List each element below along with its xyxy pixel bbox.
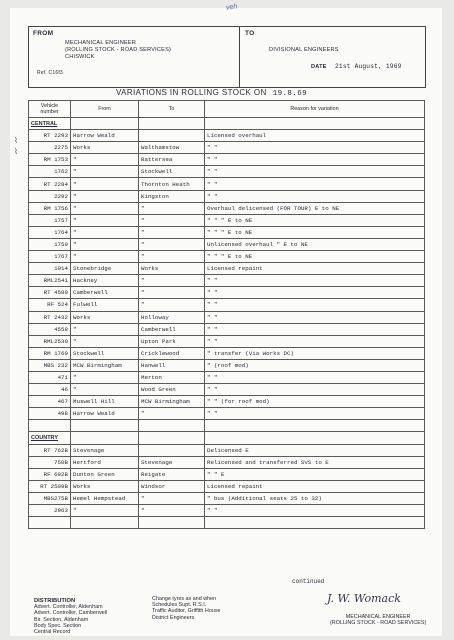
from-cell: "	[71, 505, 139, 517]
from-cell: Camberwell	[71, 287, 139, 299]
vehicle-cell: 750B	[29, 456, 71, 468]
reason-cell	[205, 432, 425, 444]
reason-cell: " " " E to NE	[205, 214, 425, 226]
signature: J. W. Womack	[327, 592, 401, 605]
to-cell	[139, 420, 205, 432]
to-label: TO	[245, 30, 255, 37]
to-cell: Camberwell	[139, 323, 205, 335]
table-row	[29, 166, 425, 178]
from-cell: Stockwell	[71, 347, 139, 359]
vehicle-cell: 1762	[29, 166, 71, 178]
to-cell: "	[139, 492, 205, 504]
to-cell: "	[139, 251, 205, 263]
from-cell: "	[71, 166, 139, 178]
reason-cell: " "	[205, 178, 425, 190]
vehicle-cell: RT 2293	[29, 130, 71, 142]
table-row	[29, 517, 425, 529]
to-cell: Stevenage	[139, 456, 205, 468]
from-cell	[71, 420, 139, 432]
to-cell: "	[139, 299, 205, 311]
vehicle-cell: RML2541	[29, 275, 71, 287]
vehicle-cell: 4558	[29, 323, 71, 335]
vehicle-cell: RML2530	[29, 335, 71, 347]
from-line-1: MECHANICAL ENGINEER	[65, 40, 137, 46]
from-cell: "	[71, 384, 139, 396]
date-value: 21st August, 1969	[335, 63, 402, 70]
vehicle-cell: COUNTRY	[29, 432, 71, 444]
to-cell: Battersea	[139, 154, 205, 166]
vehicle-cell: RM 1753	[29, 154, 71, 166]
column-header-vehicle: Vehicle number	[29, 101, 71, 118]
from-cell: "	[71, 202, 139, 214]
to-cell	[139, 130, 205, 142]
table-row	[29, 420, 425, 432]
to-cell: Windsor	[139, 480, 205, 492]
signer-block	[330, 614, 426, 626]
reason-cell: Unlicensed overhaul " E to NE	[205, 238, 425, 250]
reason-cell: " "	[205, 335, 425, 347]
vehicle-cell	[29, 420, 71, 432]
distribution-line: Bir. Section, Aldenham	[34, 616, 89, 623]
table-row	[29, 154, 425, 166]
reason-cell: " "	[205, 311, 425, 323]
table-row	[29, 226, 425, 238]
reason-cell: " "	[205, 166, 425, 178]
from-cell: "	[71, 154, 139, 166]
reason-cell: " transfer (Via Works DC)	[205, 347, 425, 359]
from-cell: "	[71, 251, 139, 263]
table-row	[29, 323, 425, 335]
vehicle-cell: 2963	[29, 505, 71, 517]
from-cell: "	[71, 335, 139, 347]
to-cell: Hanwell	[139, 359, 205, 371]
table-row	[29, 202, 425, 214]
to-cell: "	[139, 214, 205, 226]
from-cell: Harrow Weald	[71, 130, 139, 142]
vehicle-cell: RT 2432	[29, 311, 71, 323]
table-header-row	[29, 101, 425, 118]
reason-cell: " "	[205, 323, 425, 335]
from-cell: Hackney	[71, 275, 139, 287]
signer-line: MECHANICAL ENGINEER	[345, 614, 411, 620]
from-cell	[71, 118, 139, 130]
vehicle-cell: RF 524	[29, 299, 71, 311]
reason-cell	[205, 420, 425, 432]
from-cell	[71, 517, 139, 529]
table-row	[29, 396, 425, 408]
from-cell: "	[71, 226, 139, 238]
distribution-line: Body Spec. Section	[34, 622, 82, 629]
vehicle-cell: 1767	[29, 251, 71, 263]
reason-cell: Relicensed and transferred SVS to E	[205, 456, 425, 468]
vehicle-cell: 498	[29, 408, 71, 420]
from-cell: MCW Birmingham	[71, 359, 139, 371]
to-cell: Works	[139, 263, 205, 275]
from-line-3: CHISWICK	[65, 54, 95, 60]
column-header-to: To	[139, 101, 205, 118]
reason-cell: Licensed repaint	[205, 263, 425, 275]
table-row	[29, 142, 425, 154]
header-divider	[239, 27, 240, 87]
distribution-note	[152, 596, 221, 621]
to-cell: "	[139, 226, 205, 238]
from-cell: "	[71, 371, 139, 383]
reason-cell: " "	[205, 275, 425, 287]
to-cell: Reigate	[139, 468, 205, 480]
vehicle-cell: 471	[29, 371, 71, 383]
document-title	[116, 88, 307, 98]
reason-cell: Overhaul delicensed (FOR TOUR) E to NE	[205, 202, 425, 214]
handwritten-mark: veh	[225, 3, 238, 12]
distribution-line: Advert. Controller, Camberwell	[34, 610, 108, 617]
tick-mark: ⌇	[14, 136, 18, 145]
table-row	[29, 371, 425, 383]
to-cell: "	[139, 287, 205, 299]
reason-cell: " "	[205, 154, 425, 166]
reason-cell: " "	[205, 384, 425, 396]
table-row	[29, 238, 425, 250]
vehicle-cell: MBS275B	[29, 492, 71, 504]
from-cell: "	[71, 190, 139, 202]
table-row	[29, 347, 425, 359]
to-cell: Holloway	[139, 311, 205, 323]
reason-cell	[205, 517, 425, 529]
to-cell	[139, 517, 205, 529]
table-row	[29, 118, 425, 130]
table-body	[29, 118, 425, 529]
reason-cell: Delicensed E	[205, 444, 425, 456]
from-cell: "	[71, 238, 139, 250]
signer-line: (ROLLING STOCK - ROAD SERVICES)	[330, 620, 427, 627]
table-row	[29, 444, 425, 456]
reason-cell: " " E	[205, 468, 425, 480]
from-cell: "	[71, 178, 139, 190]
table-row	[29, 299, 425, 311]
reason-cell: " (roof mod)	[205, 359, 425, 371]
note-line: District Engineers	[152, 614, 195, 621]
to-cell: "	[139, 275, 205, 287]
vehicle-cell	[29, 517, 71, 529]
reason-cell: " "	[205, 408, 425, 420]
to-cell: Merton	[139, 371, 205, 383]
distribution-block	[34, 598, 107, 635]
from-label: FROM	[33, 30, 54, 37]
reason-cell: " "	[205, 287, 425, 299]
vehicle-cell: MBS 232	[29, 359, 71, 371]
to-cell	[139, 444, 205, 456]
vehicle-cell: RT 2284	[29, 178, 71, 190]
table-row	[29, 251, 425, 263]
reason-cell: Licensed overhaul	[205, 130, 425, 142]
reason-cell: " "	[205, 142, 425, 154]
vehicle-cell: 467	[29, 396, 71, 408]
title-date: 19.8.69	[272, 90, 308, 98]
column-header-reason: Reason for variation	[205, 101, 425, 118]
vehicle-cell: RT 762B	[29, 444, 71, 456]
reason-cell: Licensed repaint	[205, 480, 425, 492]
note-line: Traffic Auditor, Griffith House	[152, 608, 221, 615]
vehicle-cell: CENTRAL	[29, 118, 71, 130]
distribution-line: Advert. Controller, Aldenham	[34, 604, 103, 611]
from-cell: Works	[71, 142, 139, 154]
to-cell	[139, 118, 205, 130]
table-row	[29, 408, 425, 420]
from-cell: Stevenage	[71, 444, 139, 456]
from-cell: Fulwell	[71, 299, 139, 311]
table-row	[29, 432, 425, 444]
from-cell: "	[71, 323, 139, 335]
table-row	[29, 263, 425, 275]
reason-cell: " bus (Additional seats 25 to 32)	[205, 492, 425, 504]
to-cell: "	[139, 202, 205, 214]
reason-cell: " "	[205, 299, 425, 311]
vehicle-cell: RF 692B	[29, 468, 71, 480]
to-cell: Cricklewood	[139, 347, 205, 359]
header-box	[28, 26, 426, 88]
from-cell	[71, 432, 139, 444]
from-line-2: (ROLLING STOCK - ROAD SERVICES)	[65, 47, 172, 53]
to-cell: Kingston	[139, 190, 205, 202]
from-cell: Hemel Hempstead	[71, 492, 139, 504]
table-row	[29, 130, 425, 142]
vehicle-cell: 46	[29, 384, 71, 396]
vehicle-cell: 1757	[29, 214, 71, 226]
reason-cell: " " (for roof mod)	[205, 396, 425, 408]
reference: Ref. C16f3	[37, 70, 63, 76]
note-line: Change tyres as and when	[152, 596, 217, 602]
from-cell: Muswell Hill	[71, 396, 139, 408]
table-row	[29, 287, 425, 299]
vehicle-cell: RT 4580	[29, 287, 71, 299]
table-row	[29, 456, 425, 468]
title-text: VARIATIONS IN ROLLING STOCK ON	[116, 88, 267, 97]
vehicle-cell: 1764	[29, 226, 71, 238]
vehicle-cell: RT 2509B	[29, 480, 71, 492]
to-cell: Wood Green	[139, 384, 205, 396]
vehicle-cell: 2275	[29, 142, 71, 154]
reason-cell: " "	[205, 190, 425, 202]
from-cell: Works	[71, 480, 139, 492]
table-row	[29, 505, 425, 517]
to-cell: "	[139, 408, 205, 420]
vehicle-cell: RM 1756	[29, 202, 71, 214]
tick-mark: ⌇	[14, 147, 18, 156]
table-row	[29, 178, 425, 190]
from-cell: Dunton Green	[71, 468, 139, 480]
column-header-from: From	[71, 101, 139, 118]
table-row	[29, 275, 425, 287]
variations-table	[28, 100, 425, 529]
vehicle-cell: 1759	[29, 238, 71, 250]
to-cell: Thornton Heath	[139, 178, 205, 190]
table-row	[29, 468, 425, 480]
to-cell: "	[139, 238, 205, 250]
from-cell: Stonebridge	[71, 263, 139, 275]
table-row	[29, 311, 425, 323]
reason-cell: " " " E to NE	[205, 251, 425, 263]
from-cell: Works	[71, 311, 139, 323]
table-row	[29, 492, 425, 504]
table-row	[29, 359, 425, 371]
table-row	[29, 190, 425, 202]
from-cell: Hertford	[71, 456, 139, 468]
reason-cell: " " " E to NE	[205, 226, 425, 238]
table-row	[29, 480, 425, 492]
to-cell: Upton Park	[139, 335, 205, 347]
table-row	[29, 214, 425, 226]
reason-cell: " "	[205, 371, 425, 383]
vehicle-cell: RM 1760	[29, 347, 71, 359]
distribution-line: Central Record	[34, 629, 71, 636]
table-row	[29, 335, 425, 347]
reason-cell: " "	[205, 505, 425, 517]
note-line: Schedules Supt. R.S.I.	[152, 602, 207, 609]
to-cell: MCW Birmingham	[139, 396, 205, 408]
to-cell: Walthamstow	[139, 142, 205, 154]
continued-label: continued	[292, 578, 325, 585]
vehicle-cell: 2292	[29, 190, 71, 202]
table-row	[29, 384, 425, 396]
from-cell: "	[71, 214, 139, 226]
reason-cell	[205, 118, 425, 130]
to-cell: Stockwell	[139, 166, 205, 178]
to-line: DIVISIONAL ENGINEERS	[269, 47, 339, 53]
to-cell: "	[139, 505, 205, 517]
to-cell	[139, 432, 205, 444]
vehicle-cell: 1014	[29, 263, 71, 275]
date-label: DATE	[311, 64, 327, 70]
from-cell: Harrow Weald	[71, 408, 139, 420]
distribution-label: DISTRIBUTION	[34, 598, 76, 604]
